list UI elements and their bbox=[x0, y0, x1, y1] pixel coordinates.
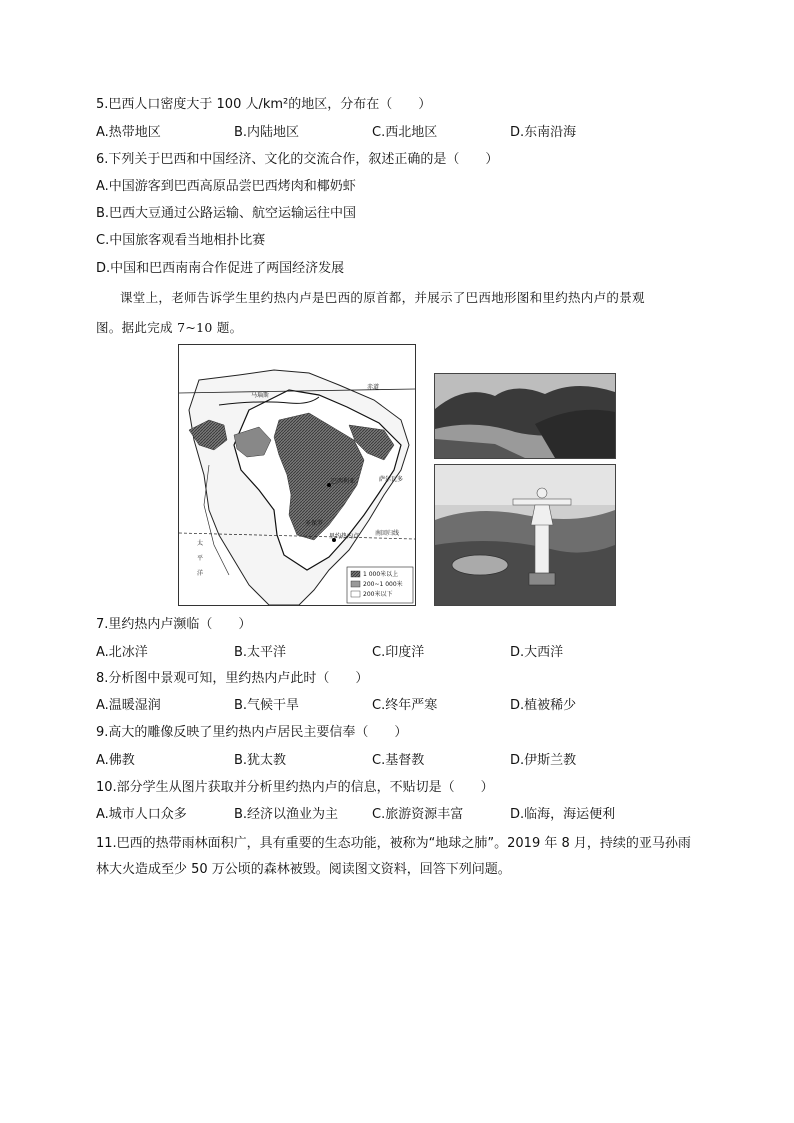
legend-item-2: 200~1 000米 bbox=[363, 581, 403, 588]
question-9-option-c: C.基督教 bbox=[372, 753, 425, 768]
label-pacific-2: 平 bbox=[197, 555, 204, 562]
label-pacific-3: 洋 bbox=[197, 570, 204, 577]
question-9-option-d: D.伊斯兰教 bbox=[510, 753, 577, 768]
question-10-option-c: C.旅游资源丰富 bbox=[372, 807, 464, 822]
question-5-option-b: B.内陆地区 bbox=[234, 125, 300, 140]
question-5-option-c: C.西北地区 bbox=[372, 125, 438, 140]
label-rio: 里约热内卢 bbox=[329, 533, 360, 540]
question-5-option-d: D.东南沿海 bbox=[510, 125, 577, 140]
question-9-option-b: B.犹太教 bbox=[234, 753, 287, 768]
coastline-drawing bbox=[435, 374, 615, 458]
passage-line-2: 图。据此完成 7~10 题。 bbox=[96, 320, 243, 335]
question-10-option-d: D.临海，海运便利 bbox=[510, 807, 616, 822]
question-6-option-d: D.中国和巴西南南合作促进了两国经济发展 bbox=[96, 261, 345, 276]
question-6-option-c: C.中国旅客观看当地相扑比赛 bbox=[96, 233, 266, 248]
map-legend bbox=[347, 567, 413, 603]
question-7-stem: 7.里约热内卢濒临（ ） bbox=[96, 617, 252, 632]
question-7-option-a: A.北冰洋 bbox=[96, 645, 148, 660]
question-5-option-a: A.热带地区 bbox=[96, 125, 161, 140]
statue-drawing bbox=[435, 465, 615, 605]
question-8-option-c: C.终年严寒 bbox=[372, 698, 438, 713]
brazil-terrain-map bbox=[178, 344, 416, 606]
question-7-option-b: B.太平洋 bbox=[234, 645, 287, 660]
label-salvador: 萨尔瓦多 bbox=[379, 476, 404, 483]
question-5-stem: 5.巴西人口密度大于 100 人/km²的地区，分布在（ ） bbox=[96, 97, 432, 112]
coastline-photo bbox=[434, 373, 616, 459]
question-11-text: 11.巴西的热带雨林面积广，具有重要的生态功能，被称为“地球之肺”。2019 年 8 月，持续的亚马孙雨林大火造成至少 50 万公顷的森林被毁。阅读图文资料，回答下列问题。 bbox=[96, 836, 691, 877]
question-6-option-a: A.中国游客到巴西高原品尝巴西烤肉和椰奶虾 bbox=[96, 179, 356, 194]
label-tropic: 南回归线 bbox=[375, 530, 400, 537]
passage bbox=[96, 283, 706, 343]
question-8-stem: 8.分析图中景观可知，里约热内卢此时（ ） bbox=[96, 671, 369, 686]
question-8-option-b: B.气候干旱 bbox=[234, 698, 300, 713]
question-9-stem: 9.高大的雕像反映了里约热内卢居民主要信奉（ ） bbox=[96, 725, 408, 740]
passage-line-1: 课堂上，老师告诉学生里约热内卢是巴西的原首都，并展示了巴西地形图和里约热内卢的景观 bbox=[120, 290, 645, 305]
question-10-stem: 10.部分学生从图片获取并分析里约热内卢的信息，不贴切是（ ） bbox=[96, 780, 494, 795]
question-6-option-b: B.巴西大豆通过公路运输、航空运输运往中国 bbox=[96, 206, 357, 221]
question-10-option-b: B.经济以渔业为主 bbox=[234, 807, 339, 822]
question-6-stem: 6.下列关于巴西和中国经济、文化的交流合作，叙述正确的是（ ） bbox=[96, 152, 499, 167]
legend-item-1: 1 000米以上 bbox=[363, 571, 399, 578]
question-10-option-a: A.城市人口众多 bbox=[96, 807, 187, 822]
brazil-map-drawing bbox=[179, 345, 415, 605]
question-9-option-a: A.佛教 bbox=[96, 753, 135, 768]
christ-statue-photo bbox=[434, 464, 616, 606]
question-8-option-d: D.植被稀少 bbox=[510, 698, 577, 713]
label-equator: 赤道 bbox=[367, 384, 380, 391]
question-8-option-a: A.温暖湿润 bbox=[96, 698, 161, 713]
label-amazon: 马瑙斯 bbox=[251, 392, 270, 399]
question-7-option-d: D.大西洋 bbox=[510, 645, 564, 660]
label-pacific-1: 太 bbox=[197, 540, 204, 547]
legend-item-3: 200米以下 bbox=[363, 591, 393, 598]
label-sao-paulo: 圣保罗 bbox=[305, 520, 324, 527]
question-7-option-c: C.印度洋 bbox=[372, 645, 425, 660]
label-brasilia: 巴西利亚 bbox=[331, 478, 356, 485]
